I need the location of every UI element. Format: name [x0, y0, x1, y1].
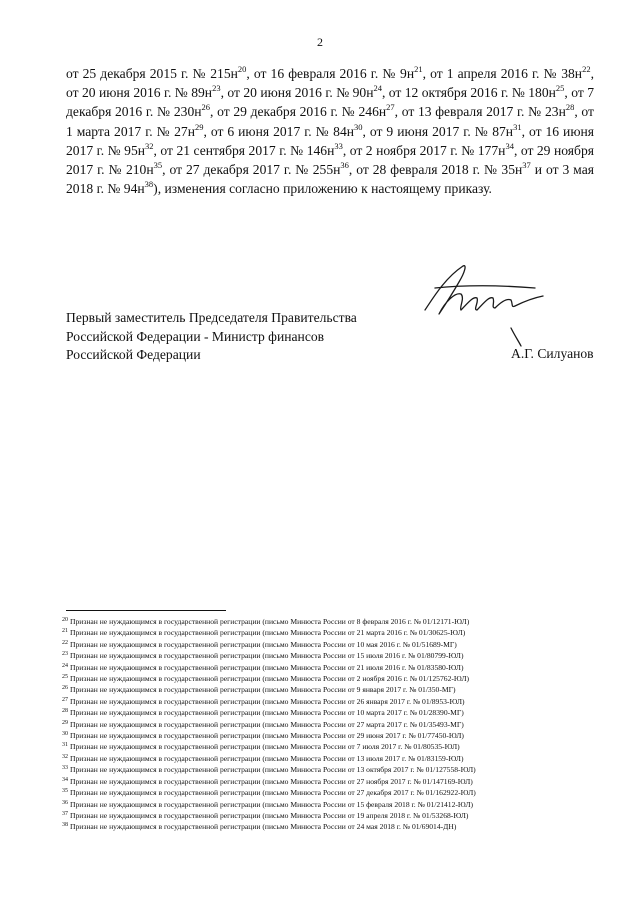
footnote-text: Признан не нуждающимся в государственной регистрации (письмо Минюста России от 26 января 2017 г. № 01/8953-ЮЛ) — [70, 696, 465, 706]
footnote-text: Признан не нуждающимся в государственной регистрации (письмо Минюста России от 7 июля 2017 г. № 01/80535-ЮЛ) — [70, 742, 460, 752]
body-segment: , от 2 ноября 2017 г. № 177н — [342, 142, 506, 158]
footnote — [62, 662, 602, 673]
footnote-text: Признан не нуждающимся в государственной регистрации (письмо Минюста России от 15 июля 2016 г. № 01/80799-ЮЛ) — [70, 651, 464, 661]
footnote-ref: 33 — [334, 140, 343, 151]
footnote-number: 22 — [62, 639, 68, 646]
body-segment: , от 29 ноября 2017 г. № 210н — [66, 142, 594, 178]
signer-title-line: Российской Федерации - Министр финансов — [66, 328, 325, 344]
footnote-number: 30 — [62, 731, 68, 738]
signer-title-line: Российской Федерации — [66, 347, 201, 362]
footnote-ref: 23 — [212, 83, 221, 94]
footnote-number: 23 — [62, 651, 68, 658]
footnote-ref: 22 — [582, 64, 591, 74]
footnote-divider — [66, 610, 226, 611]
footnote — [62, 753, 602, 764]
footnote — [62, 730, 602, 741]
footnote-text: Признан не нуждающимся в государственной регистрации (письмо Минюста России от 27 ноября 2017 г. № 01/147169-ЮЛ) — [70, 776, 473, 786]
body-segment: , от 13 февраля 2017 г. № 23н — [394, 104, 566, 120]
footnote — [62, 764, 602, 775]
footnote-ref: 30 — [354, 121, 363, 132]
footnote-ref: 24 — [373, 83, 382, 94]
footnote — [62, 616, 602, 627]
footnote-number: 28 — [62, 708, 68, 715]
handwritten-signature — [415, 258, 555, 348]
body-tail: ), изменения согласно приложению к настоящему приказу. — [153, 181, 492, 197]
signer-title — [66, 309, 357, 365]
footnote-text: Признан не нуждающимся в государственной регистрации (письмо Минюста России от 19 апреля 2018 г. № 01/53268-ЮЛ) — [70, 810, 469, 820]
footnote — [62, 650, 602, 661]
body-segment: , от 16 июня 2017 г. № 95н — [66, 123, 594, 158]
footnote — [62, 696, 602, 707]
footnote — [62, 787, 602, 798]
footnote — [62, 719, 602, 730]
footnote-text: Признан не нуждающимся в государственной регистрации (письмо Минюста России от 15 февраля 2018 г. № 01/21412-ЮЛ) — [70, 799, 474, 809]
footnote-text: Признан не нуждающимся в государственной регистрации (письмо Минюста России от 10 марта 2017 г. № 01/28390-МГ) — [70, 708, 464, 718]
footnote-number: 20 — [62, 617, 68, 623]
footnote — [62, 821, 602, 832]
body-segment: , от 27 декабря 2017 г. № 255н — [162, 162, 341, 178]
footnote-number: 36 — [62, 799, 68, 806]
body-segment: , от 9 июня 2017 г. № 87н — [362, 123, 514, 139]
footnote-text: Признан не нуждающимся в государственной регистрации (письмо Минюста России от 24 мая 2018 г. № 01/69014-ДН) — [70, 822, 457, 832]
footnote-number: 25 — [62, 674, 68, 681]
body-segment: , от 20 июня 2016 г. № 90н — [220, 85, 374, 101]
body-segment: , от 7 декабря 2016 г. № 230н — [66, 85, 594, 120]
footnote-ref: 31 — [513, 121, 522, 132]
footnote-text: Признан не нуждающимся в государственной регистрации (письмо Минюста России от 29 июня 2017 г. № 01/77450-ЮЛ) — [70, 731, 464, 741]
footnote — [62, 627, 602, 638]
footnote-ref: 27 — [386, 102, 395, 113]
footnote-ref: 38 — [144, 179, 154, 190]
footnote-ref: 20 — [237, 64, 247, 74]
footnote-text: Признан не нуждающимся в государственной регистрации (письмо Минюста России от 21 июля 2016 г. № 01/83580-ЮЛ) — [70, 662, 464, 672]
footnote — [62, 799, 602, 810]
body-segment: , от 16 февраля 2016 г. № 9н — [246, 66, 415, 81]
footnote-ref: 34 — [505, 140, 514, 151]
footnote-ref: 26 — [201, 102, 211, 113]
body-segment: от 25 декабря 2015 г. № 215н — [66, 66, 238, 81]
footnote-number: 34 — [62, 776, 68, 783]
body-segment: , от 1 марта 2017 г. № 27н — [66, 104, 594, 139]
body-segment: , от 6 июня 2017 г. № 84н — [203, 123, 355, 139]
footnote-ref: 25 — [555, 83, 565, 94]
footnote-ref: 29 — [194, 121, 204, 132]
footnote-text: Признан не нуждающимся в государственной регистрации (письмо Минюста России от 13 июля 2017 г. № 01/83159-ЮЛ) — [70, 753, 464, 763]
body-segment: , от 29 декабря 2016 г. № 246н — [210, 104, 387, 120]
footnote-text: Признан не нуждающимся в государственной регистрации (письмо Минюста России от 13 октября 2017 г. № 01/127558-ЮЛ) — [70, 765, 476, 775]
body-segment: , от 20 июня 2016 г. № 89н — [66, 66, 594, 101]
footnote-ref: 21 — [414, 64, 423, 74]
footnote-text: Признан не нуждающимся в государственной регистрации (письмо Минюста России от 2 ноября 2016 г. № 01/125762-ЮЛ) — [70, 674, 470, 684]
footnote — [62, 776, 602, 787]
footnote — [62, 741, 602, 752]
footnote-text: Признан не нуждающимся в государственной регистрации (письмо Минюста России от 27 декабря 2017 г. № 01/162922-ЮЛ) — [70, 788, 476, 798]
signer-title-line: Первый заместитель Председателя Правительства — [66, 310, 357, 325]
body-segment: , от 12 октября 2016 г. № 180н — [381, 85, 556, 101]
footnote-number: 33 — [62, 765, 68, 772]
footnote-text: Признан не нуждающимся в государственной регистрации (письмо Минюста России от 10 мая 2016 г. № 01/51689-МГ) — [70, 639, 457, 649]
footnote-number: 26 — [62, 685, 68, 692]
page-number: 2 — [317, 35, 323, 49]
footnote — [62, 810, 602, 821]
footnote-number: 29 — [62, 719, 68, 726]
footnote-text: Признан не нуждающимся в государственной регистрации (письмо Минюста России от 27 марта 2017 г. № 01/35493-МГ) — [70, 719, 464, 729]
footnotes-list — [62, 616, 602, 833]
footnote-text: Признан не нуждающимся в государственной регистрации (письмо Минюста России от 21 марта 2016 г. № 01/30625-ЮЛ) — [70, 628, 466, 638]
footnote-text: Признан не нуждающимся в государственной регистрации (письмо Минюста России от 8 февраля 2016 г. № 01/12171-ЮЛ) — [70, 617, 470, 626]
body-segment: и от 3 мая 2018 г. № 94н — [66, 162, 594, 197]
footnote-number: 31 — [62, 742, 68, 749]
footnote-number: 24 — [62, 662, 68, 669]
body-segment: , от 28 февраля 2018 г. № 35н — [348, 162, 523, 178]
signer-name: А.Г. Силуанов — [511, 346, 594, 361]
footnote-number: 35 — [62, 788, 68, 795]
body-paragraph — [66, 64, 594, 198]
footnote-ref: 28 — [565, 102, 575, 113]
body-segment: , от 1 апреля 2016 г. № 38н — [422, 66, 583, 81]
footnote-ref: 35 — [153, 160, 163, 171]
footnote — [62, 707, 602, 718]
footnote-ref: 36 — [340, 160, 349, 171]
footnote-number: 21 — [62, 628, 68, 635]
footnote-number: 32 — [62, 753, 68, 760]
body-segment: , от 21 сентября 2017 г. № 146н — [153, 142, 335, 158]
footnote — [62, 639, 602, 650]
footnote-text: Признан не нуждающимся в государственной регистрации (письмо Минюста России от 9 января 2017 г. № 01/350-МГ) — [70, 685, 456, 695]
footnote-number: 37 — [62, 810, 68, 817]
footnote-number: 38 — [62, 822, 68, 829]
footnote-number: 27 — [62, 696, 68, 703]
footnote-ref: 32 — [145, 140, 154, 151]
footnote — [62, 673, 602, 684]
footnote — [62, 684, 602, 695]
footnote-ref: 37 — [522, 160, 531, 171]
